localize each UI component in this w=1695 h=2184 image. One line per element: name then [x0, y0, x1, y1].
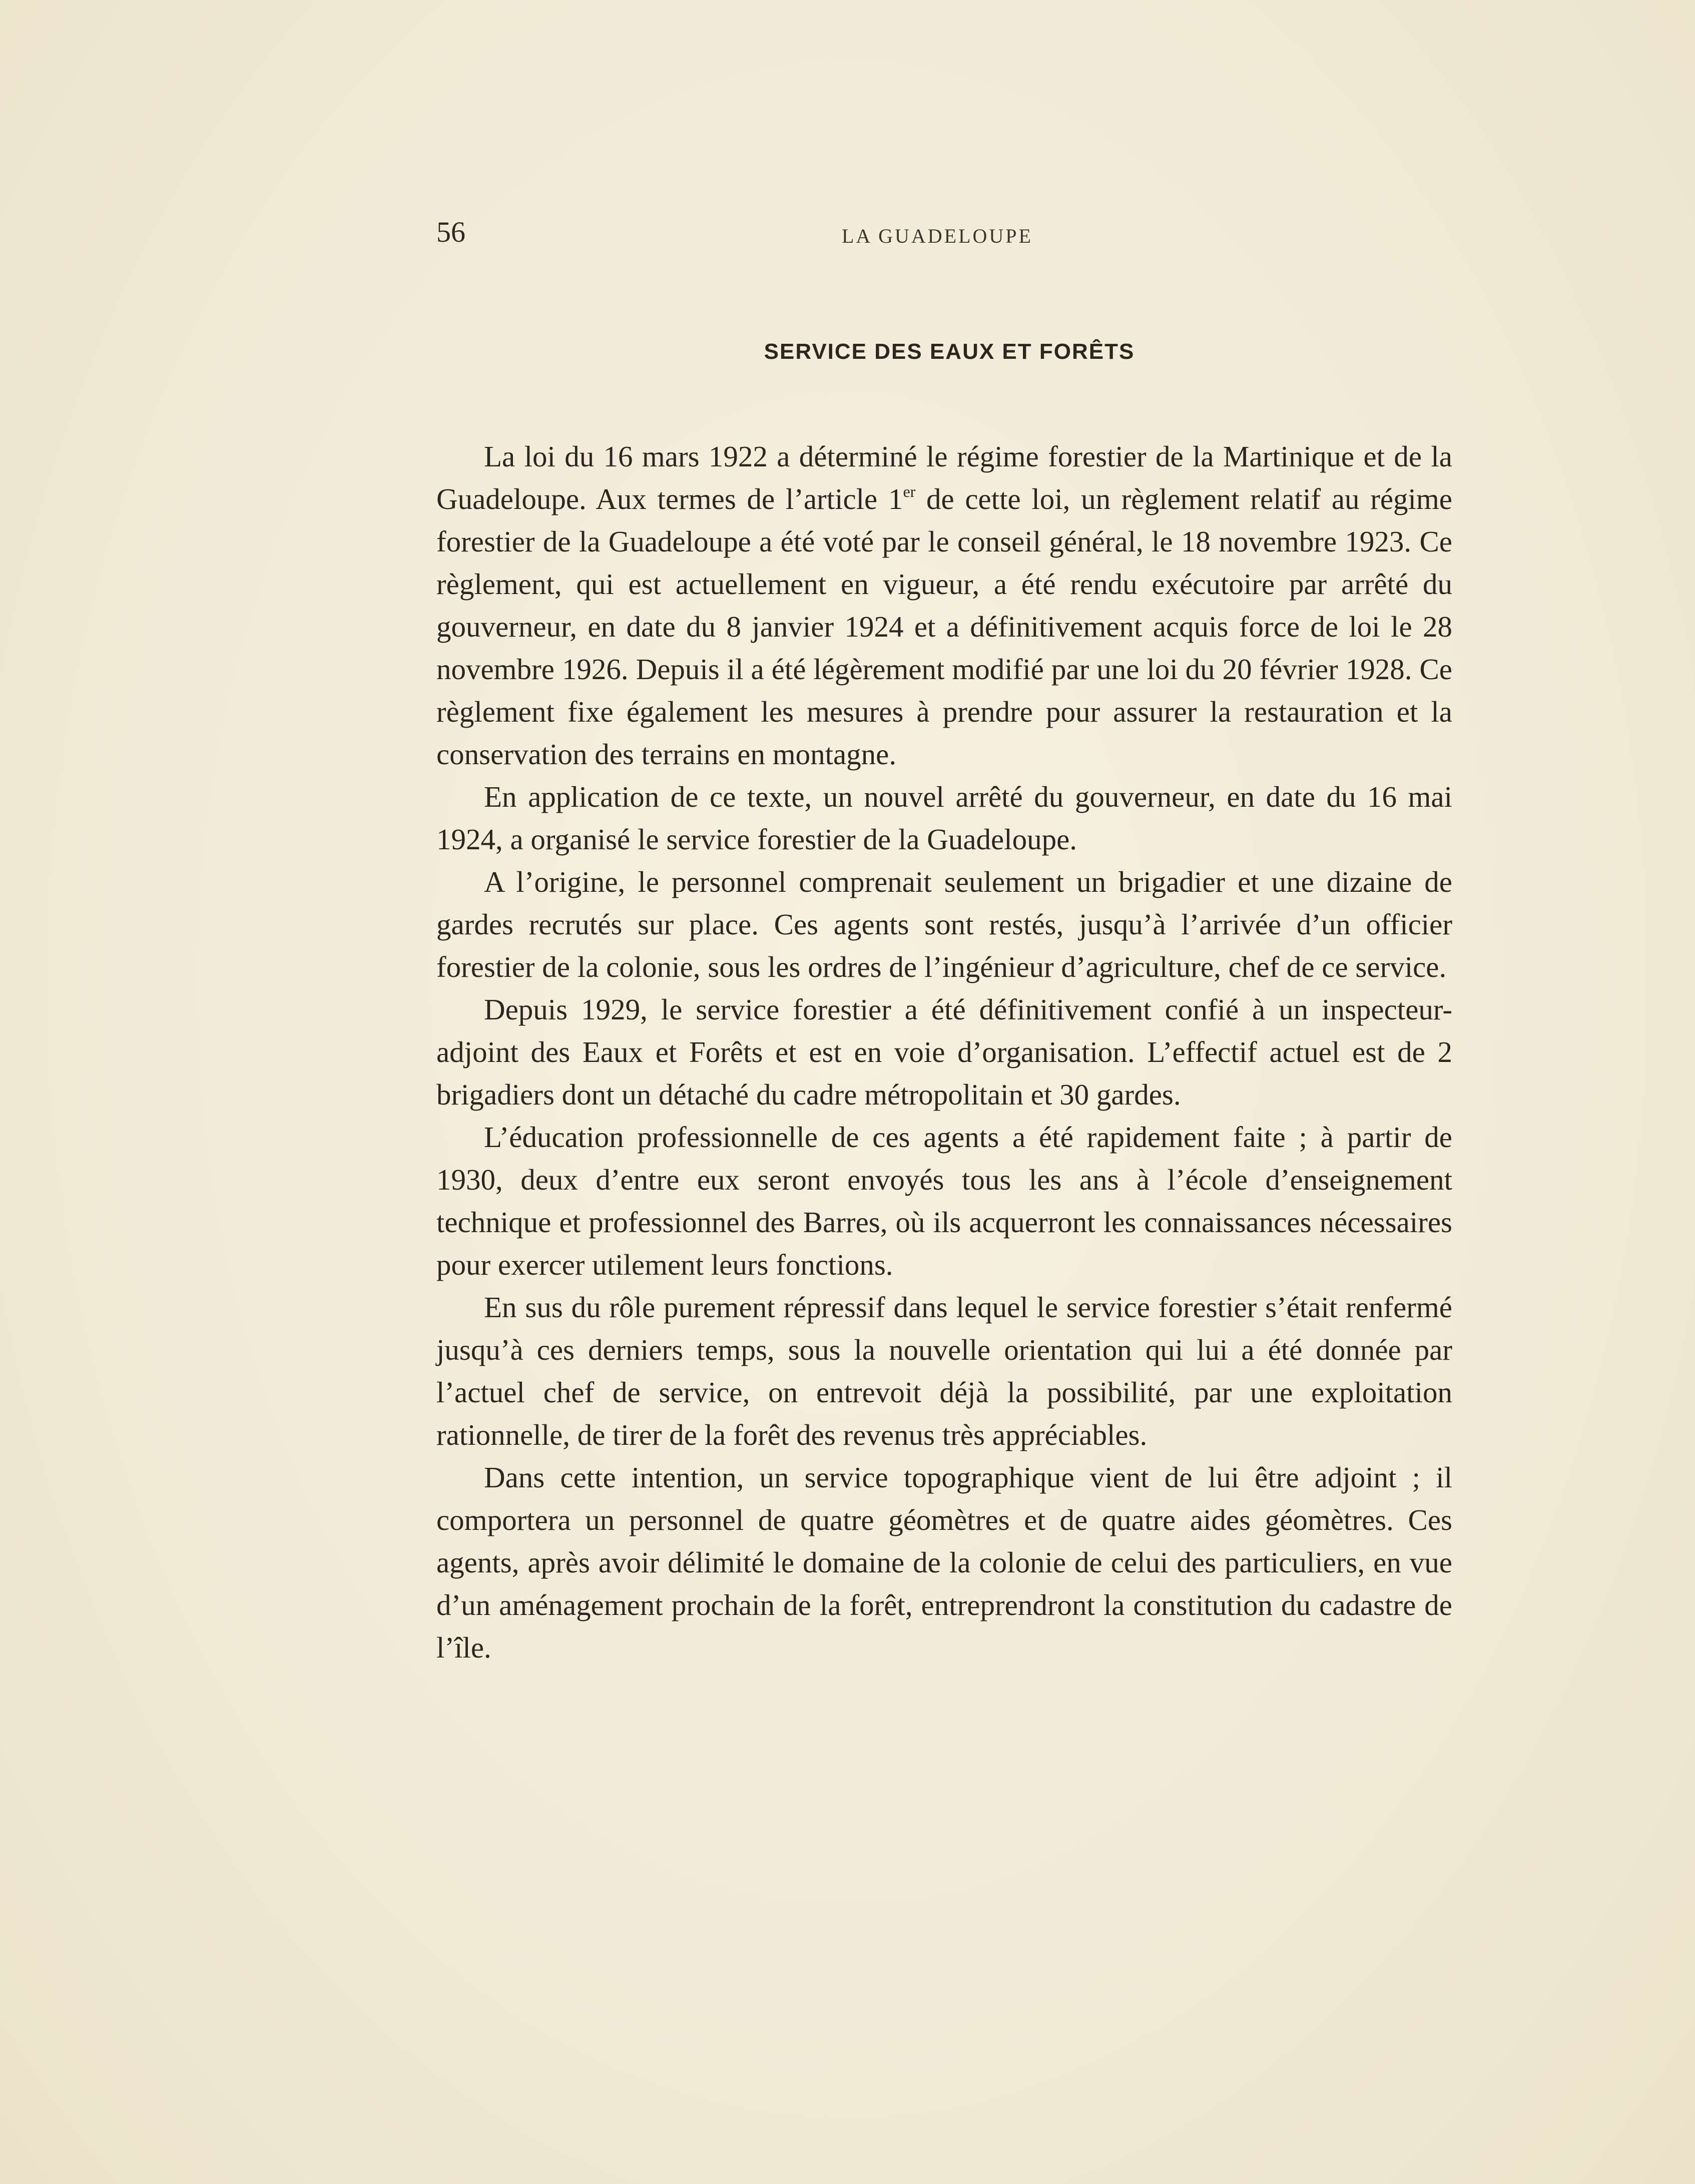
paragraph: L’éducation professionnelle de ces agents a été rapidement faite ; à partir de 1930, deux d’entre eux seront envoyés tous les ans à l’école d’enseignement technique et professionnel des Barres, où ils acquerront les connaissances nécessaires pour exercer utilement leurs fonctions.: [436, 1121, 1452, 1281]
superscript: er: [903, 482, 916, 500]
paragraph: [436, 435, 1452, 776]
running-title: LA GUADELOUPE: [842, 225, 1033, 247]
page-number: 56: [436, 216, 465, 248]
paragraph: A l’origine, le personnel comprenait seulement un brigadier et une dizaine de gardes recrutés sur place. Ces agents sont restés, jusqu’à l’arrivée d’un officier forestier de la colonie, sous les ordres de l’ingénieur d’agriculture, chef de ce service.: [436, 865, 1452, 983]
page-header: [436, 215, 1462, 255]
paragraph-text: de cette loi, un règlement relatif au régime forestier de la Guadeloupe a été voté par le conseil général, le 18 novembre 1923. Ce règlement, qui est actuellement en vigueur, a été rendu exécutoire par arrêté du gouverneur, en date du 8 janvier 1924 et a définitivement acquis force de loi le 28 novembre 1926. Depuis il a été légèrement modifié par une loi du 20 février 1928. Ce règlement fixe également les mesures à prendre pour assurer la restauration et la conservation des terrains en montagne.: [436, 482, 1452, 771]
paragraph: Depuis 1929, le service forestier a été définitivement confié à un inspecteur-adjoint des Eaux et Forêts et est en voie d’organisation. L’effectif actuel est de 2 brigadiers dont un détaché du cadre métropolitain et 30 gardes.: [436, 993, 1452, 1111]
body-text: [436, 435, 1452, 1669]
paragraph: Dans cette intention, un service topographique vient de lui être adjoint ; il comportera un personnel de quatre géomètres et de quatre aides géomètres. Ces agents, après avoir délimité le domaine de la colonie de celui des particuliers, en vue d’un aménagement prochain de la forêt, entreprendront la constitution du cadastre de l’île.: [436, 1461, 1452, 1664]
paragraph: En application de ce texte, un nouvel arrêté du gouverneur, en date du 16 mai 1924, a organisé le service forestier de la Guadeloupe.: [436, 780, 1452, 856]
paragraph: En sus du rôle purement répressif dans lequel le service forestier s’était renfermé jusqu’à ces derniers temps, sous la nouvelle orientation qui lui a été donnée par l’actuel chef de service, on entrevoit déjà la possibilité, par une exploitation rationnelle, de tirer de la forêt des revenus très appréciables.: [436, 1291, 1452, 1451]
paragraph-text: La loi du 16 mars 1922 a déterminé le régime forestier de la Martinique et de la Guadeloupe. Aux termes de l’article 1: [436, 440, 1452, 515]
section-heading: SERVICE DES EAUX ET FORÊTS: [764, 339, 1135, 364]
